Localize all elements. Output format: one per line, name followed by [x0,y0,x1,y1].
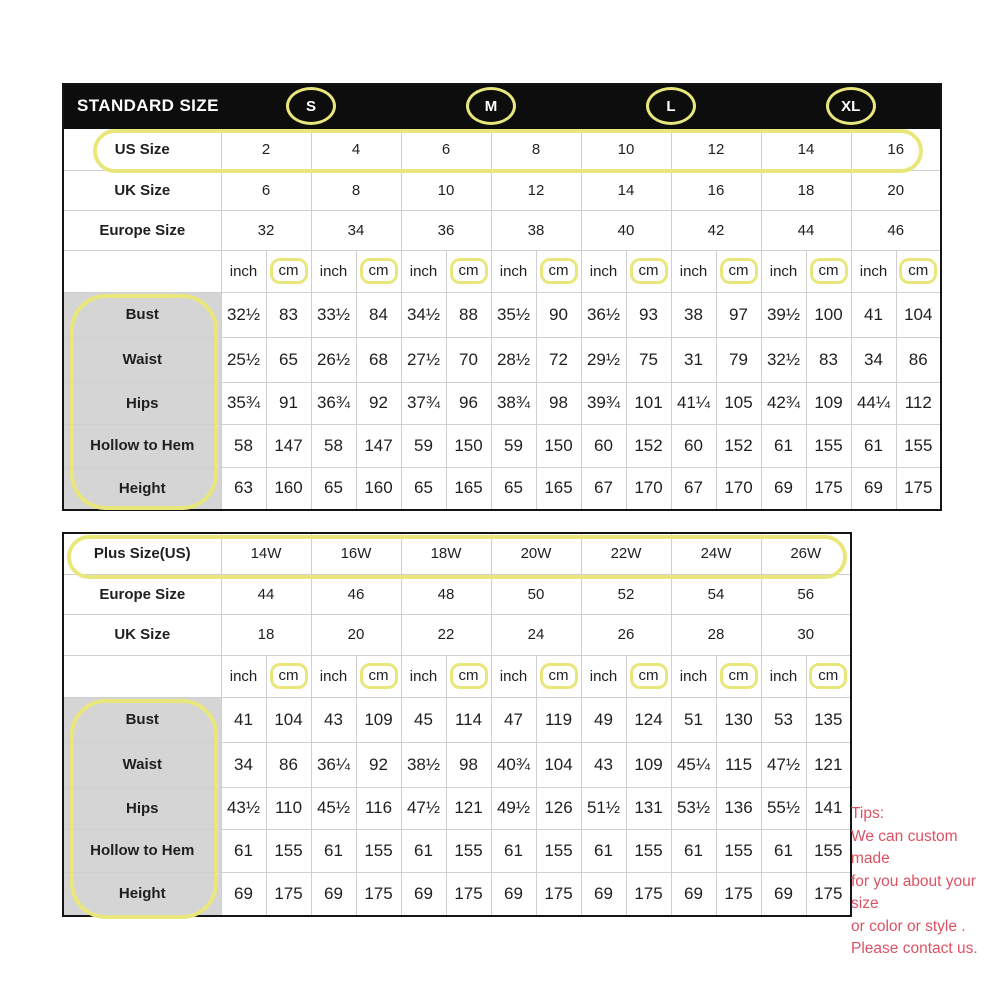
size-value-cell: 20W [491,533,581,574]
measure-value-cell: 136 [716,787,761,829]
measure-value-cell: 49½ [491,787,536,829]
measure-value-cell: 61 [581,829,626,872]
measure-value-cell: 152 [716,424,761,467]
measure-value-cell: 155 [536,829,581,872]
tips-line-1: We can custom made [851,827,958,867]
measure-value-cell: 41 [221,697,266,742]
measure-value-cell: 51½ [581,787,626,829]
measure-value-cell: 53½ [671,787,716,829]
size-value-cell: 26 [581,614,671,655]
measure-value-cell: 47½ [401,787,446,829]
measure-value-cell: 97 [716,292,761,337]
measure-label: Bust [63,292,221,337]
measure-value-cell: 60 [581,424,626,467]
measure-value-cell: 58 [221,424,266,467]
measure-value-cell: 109 [806,382,851,424]
measure-value-cell: 68 [356,337,401,382]
measure-value-cell: 69 [491,872,536,916]
size-value-cell: 48 [401,574,491,614]
table-title: STANDARD SIZE [63,84,221,128]
measure-value-cell: 69 [401,872,446,916]
standard-size-table [62,83,942,511]
measure-value-cell: 41 [851,292,896,337]
measure-value-cell: 121 [446,787,491,829]
tips-title: Tips: [851,805,885,822]
measure-value-cell: 126 [536,787,581,829]
size-value-cell: 20 [851,170,941,210]
measure-value-cell: 26½ [311,337,356,382]
measure-value-cell: 65 [311,467,356,510]
measure-value-cell: 165 [536,467,581,510]
unit-row-blank-cell [63,655,221,697]
inch-unit-label: inch [761,250,806,292]
measure-label: Hollow to Hem [63,829,221,872]
inch-unit-label: inch [581,655,626,697]
measure-value-cell: 96 [446,382,491,424]
measure-value-cell: 47 [491,697,536,742]
measure-value-cell: 61 [761,424,806,467]
measure-value-cell: 119 [536,697,581,742]
measure-value-cell: 150 [446,424,491,467]
row-label: US Size [63,128,221,170]
measure-value-cell: 38¾ [491,382,536,424]
measure-value-cell: 43 [311,697,356,742]
size-group-cell [221,84,401,128]
measure-value-cell: 69 [221,872,266,916]
cm-unit-cell [806,655,851,697]
cm-highlight-box: cm [360,258,398,284]
size-value-cell: 22 [401,614,491,655]
cm-unit-cell [716,655,761,697]
size-group-cell [761,84,941,128]
measure-value-cell: 147 [266,424,311,467]
cm-highlight-box: cm [720,663,758,689]
cm-unit-cell [446,250,491,292]
measure-value-cell: 86 [896,337,941,382]
measure-value-cell: 155 [266,829,311,872]
cm-highlight-box: cm [810,258,848,284]
measure-value-cell: 92 [356,742,401,787]
measure-value-cell: 155 [806,829,851,872]
measure-value-cell: 63 [221,467,266,510]
cm-unit-cell [716,250,761,292]
measure-value-cell: 104 [896,292,941,337]
measure-value-cell: 98 [446,742,491,787]
tips-line-2: for you about your size [851,872,976,912]
size-value-cell: 34 [311,210,401,250]
measure-value-cell: 155 [806,424,851,467]
row-label: Europe Size [63,210,221,250]
cm-highlight-box: cm [540,663,578,689]
cm-highlight-box: cm [270,258,308,284]
size-value-cell: 36 [401,210,491,250]
measure-label: Hips [63,382,221,424]
measure-value-cell: 170 [716,467,761,510]
measure-value-cell: 69 [311,872,356,916]
size-value-cell: 16W [311,533,401,574]
measure-value-cell: 98 [536,382,581,424]
inch-unit-label: inch [671,655,716,697]
measure-value-cell: 39¾ [581,382,626,424]
size-circle-XL: XL [826,87,876,125]
size-value-cell: 40 [581,210,671,250]
measure-value-cell: 104 [266,697,311,742]
size-value-cell: 2 [221,128,311,170]
measure-value-cell: 45 [401,697,446,742]
measure-value-cell: 61 [491,829,536,872]
measure-value-cell: 165 [446,467,491,510]
measure-label: Height [63,872,221,916]
size-value-cell: 14 [581,170,671,210]
size-value-cell: 18W [401,533,491,574]
size-value-cell: 8 [311,170,401,210]
measure-value-cell: 25½ [221,337,266,382]
measure-value-cell: 121 [806,742,851,787]
measure-value-cell: 67 [581,467,626,510]
measure-value-cell: 75 [626,337,671,382]
measure-value-cell: 55½ [761,787,806,829]
measure-value-cell: 110 [266,787,311,829]
cm-unit-cell [356,655,401,697]
size-value-cell: 44 [221,574,311,614]
size-value-cell: 16 [671,170,761,210]
unit-row-blank-cell [63,250,221,292]
inch-unit-label: inch [491,655,536,697]
row-label: Plus Size(US) [63,533,221,574]
measure-value-cell: 65 [401,467,446,510]
measure-value-cell: 175 [266,872,311,916]
measure-value-cell: 33½ [311,292,356,337]
measure-value-cell: 88 [446,292,491,337]
inch-unit-label: inch [581,250,626,292]
size-value-cell: 24 [491,614,581,655]
cm-highlight-box: cm [720,258,758,284]
inch-unit-label: inch [311,250,356,292]
size-value-cell: 14 [761,128,851,170]
measure-value-cell: 36½ [581,292,626,337]
size-group-cell [581,84,761,128]
inch-unit-label: inch [851,250,896,292]
measure-value-cell: 175 [356,872,401,916]
measure-value-cell: 29½ [581,337,626,382]
measure-value-cell: 112 [896,382,941,424]
size-circle-L: L [646,87,696,125]
measure-value-cell: 160 [356,467,401,510]
tips-line-4: Please contact us. [851,940,978,957]
measure-value-cell: 92 [356,382,401,424]
measure-value-cell: 175 [446,872,491,916]
measure-value-cell: 160 [266,467,311,510]
row-label: UK Size [63,614,221,655]
cm-highlight-box: cm [630,663,668,689]
measure-value-cell: 79 [716,337,761,382]
measure-value-cell: 152 [626,424,671,467]
size-value-cell: 6 [221,170,311,210]
size-value-cell: 52 [581,574,671,614]
size-value-cell: 4 [311,128,401,170]
measure-value-cell: 170 [626,467,671,510]
measure-value-cell: 69 [761,467,806,510]
measure-value-cell: 93 [626,292,671,337]
cm-highlight-box: cm [450,663,488,689]
size-value-cell: 50 [491,574,581,614]
measure-value-cell: 155 [446,829,491,872]
plus-table [62,532,852,917]
measure-value-cell: 155 [356,829,401,872]
measure-value-cell: 45½ [311,787,356,829]
measure-value-cell: 70 [446,337,491,382]
inch-unit-label: inch [221,250,266,292]
inch-unit-label: inch [401,250,446,292]
cm-unit-cell [626,250,671,292]
measure-value-cell: 67 [671,467,716,510]
measure-value-cell: 175 [536,872,581,916]
size-value-cell: 12 [491,170,581,210]
cm-unit-cell [626,655,671,697]
inch-unit-label: inch [761,655,806,697]
measure-value-cell: 47½ [761,742,806,787]
measure-value-cell: 58 [311,424,356,467]
measure-value-cell: 42¾ [761,382,806,424]
measure-value-cell: 100 [806,292,851,337]
measure-label: Hollow to Hem [63,424,221,467]
cm-unit-cell [896,250,941,292]
cm-highlight-box: cm [809,663,847,689]
size-circle-M: M [466,87,516,125]
measure-value-cell: 61 [761,829,806,872]
measure-value-cell: 27½ [401,337,446,382]
size-value-cell: 10 [581,128,671,170]
measure-value-cell: 83 [266,292,311,337]
measure-label: Height [63,467,221,510]
measure-value-cell: 69 [671,872,716,916]
cm-unit-cell [266,655,311,697]
measure-value-cell: 65 [491,467,536,510]
measure-value-cell: 43½ [221,787,266,829]
row-label: UK Size [63,170,221,210]
measure-value-cell: 91 [266,382,311,424]
tips-line-3: or color or style . [851,917,966,935]
measure-value-cell: 35½ [491,292,536,337]
measure-value-cell: 175 [626,872,671,916]
size-value-cell: 10 [401,170,491,210]
measure-value-cell: 150 [536,424,581,467]
measure-value-cell: 36¾ [311,382,356,424]
measure-value-cell: 36¼ [311,742,356,787]
measure-value-cell: 130 [716,697,761,742]
size-value-cell: 42 [671,210,761,250]
measure-value-cell: 131 [626,787,671,829]
inch-unit-label: inch [221,655,266,697]
inch-unit-label: inch [491,250,536,292]
measure-value-cell: 43 [581,742,626,787]
tips-note [851,803,1000,961]
measure-value-cell: 155 [716,829,761,872]
size-value-cell: 20 [311,614,401,655]
row-label: Europe Size [63,574,221,614]
size-value-cell: 46 [851,210,941,250]
measure-value-cell: 175 [806,467,851,510]
measure-value-cell: 155 [626,829,671,872]
measure-value-cell: 61 [671,829,716,872]
size-circle-S: S [286,87,336,125]
cm-unit-cell [536,250,581,292]
measure-value-cell: 101 [626,382,671,424]
cm-unit-cell [266,250,311,292]
measure-value-cell: 65 [266,337,311,382]
measure-value-cell: 141 [806,787,851,829]
measure-label: Waist [63,742,221,787]
measure-value-cell: 44¼ [851,382,896,424]
size-value-cell: 18 [221,614,311,655]
measure-value-cell: 104 [536,742,581,787]
cm-highlight-box: cm [450,258,488,284]
measure-label: Bust [63,697,221,742]
measure-value-cell: 59 [401,424,446,467]
measure-value-cell: 53 [761,697,806,742]
cm-unit-cell [536,655,581,697]
inch-unit-label: inch [401,655,446,697]
size-value-cell: 38 [491,210,581,250]
size-value-cell: 14W [221,533,311,574]
measure-value-cell: 175 [896,467,941,510]
size-value-cell: 46 [311,574,401,614]
cm-highlight-box: cm [899,258,937,284]
measure-value-cell: 84 [356,292,401,337]
measure-value-cell: 35¾ [221,382,266,424]
measure-value-cell: 105 [716,382,761,424]
measure-value-cell: 59 [491,424,536,467]
measure-value-cell: 60 [671,424,716,467]
measure-value-cell: 34 [851,337,896,382]
cm-unit-cell [446,655,491,697]
size-value-cell: 30 [761,614,851,655]
measure-value-cell: 31 [671,337,716,382]
measure-value-cell: 90 [536,292,581,337]
cm-highlight-box: cm [540,258,578,284]
size-value-cell: 16 [851,128,941,170]
measure-value-cell: 61 [851,424,896,467]
measure-value-cell: 49 [581,697,626,742]
measure-value-cell: 38 [671,292,716,337]
measure-value-cell: 34 [221,742,266,787]
size-group-cell [401,84,581,128]
size-value-cell: 6 [401,128,491,170]
size-value-cell: 26W [761,533,851,574]
measure-value-cell: 37¾ [401,382,446,424]
size-value-cell: 56 [761,574,851,614]
size-value-cell: 32 [221,210,311,250]
measure-value-cell: 114 [446,697,491,742]
size-value-cell: 24W [671,533,761,574]
measure-value-cell: 175 [806,872,851,916]
cm-highlight-box: cm [630,258,668,284]
measure-value-cell: 175 [716,872,761,916]
cm-unit-cell [356,250,401,292]
size-value-cell: 54 [671,574,761,614]
size-value-cell: 18 [761,170,851,210]
measure-value-cell: 124 [626,697,671,742]
measure-value-cell: 39½ [761,292,806,337]
measure-value-cell: 83 [806,337,851,382]
measure-value-cell: 32½ [221,292,266,337]
size-value-cell: 8 [491,128,581,170]
measure-value-cell: 115 [716,742,761,787]
measure-value-cell: 69 [581,872,626,916]
measure-value-cell: 28½ [491,337,536,382]
measure-value-cell: 61 [221,829,266,872]
measure-value-cell: 40¾ [491,742,536,787]
cm-highlight-box: cm [360,663,398,689]
measure-value-cell: 61 [401,829,446,872]
measure-value-cell: 38½ [401,742,446,787]
measure-value-cell: 41¼ [671,382,716,424]
measure-value-cell: 32½ [761,337,806,382]
measure-label: Hips [63,787,221,829]
cm-unit-cell [806,250,851,292]
size-value-cell: 22W [581,533,671,574]
measure-label: Waist [63,337,221,382]
standard-table [62,83,942,511]
measure-value-cell: 109 [356,697,401,742]
measure-value-cell: 51 [671,697,716,742]
size-value-cell: 12 [671,128,761,170]
inch-unit-label: inch [671,250,716,292]
measure-value-cell: 109 [626,742,671,787]
measure-value-cell: 147 [356,424,401,467]
measure-value-cell: 69 [851,467,896,510]
measure-value-cell: 116 [356,787,401,829]
inch-unit-label: inch [311,655,356,697]
cm-highlight-box: cm [270,663,308,689]
size-value-cell: 44 [761,210,851,250]
size-value-cell: 28 [671,614,761,655]
plus-size-table [62,532,852,917]
measure-value-cell: 155 [896,424,941,467]
measure-value-cell: 45¼ [671,742,716,787]
measure-value-cell: 135 [806,697,851,742]
measure-value-cell: 34½ [401,292,446,337]
measure-value-cell: 61 [311,829,356,872]
measure-value-cell: 69 [761,872,806,916]
measure-value-cell: 86 [266,742,311,787]
measure-value-cell: 72 [536,337,581,382]
